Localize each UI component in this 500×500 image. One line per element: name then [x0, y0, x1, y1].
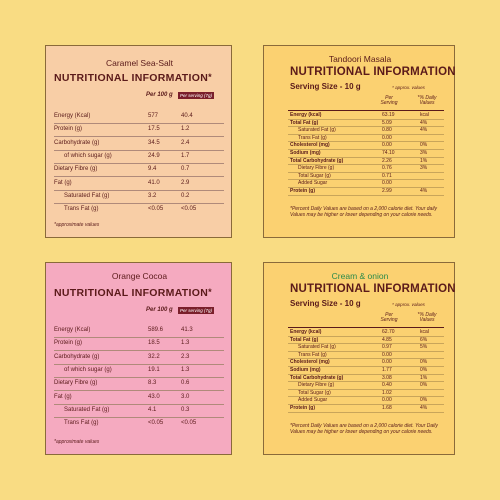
per-serving-value: 0.6	[181, 380, 190, 387]
caramel-sea-salt-panel	[45, 45, 232, 238]
per100-value: 34.5	[148, 139, 160, 146]
row-divider	[54, 150, 224, 151]
col-per-serving: Per serving (7g)	[180, 308, 213, 313]
per100-value: 24.9	[148, 152, 160, 159]
nutrient-label: Total Sugar (g)	[298, 389, 331, 396]
daily-value: 3%	[420, 165, 428, 172]
footnote: *Percent Daily Values are based on a 2,000 calorie diet. Your Daily Values may be higher or lower depending on your calorie needs.	[290, 423, 438, 435]
nutrient-label: Protein (g)	[290, 405, 315, 411]
approx-note: * approx. values	[392, 302, 425, 307]
nutrient-label: Protein (g)	[54, 126, 83, 133]
per-serving-value: 1.2	[181, 126, 190, 133]
row-divider	[288, 195, 444, 196]
col-per-serving: Per Serving	[380, 312, 398, 323]
per-serving-value: 1.68	[382, 405, 392, 411]
per-serving-value: <0.05	[181, 420, 197, 427]
row-divider	[54, 163, 224, 164]
per100-value: <0.05	[148, 420, 164, 427]
per-serving-value: 3.08	[382, 374, 392, 381]
per-serving-value: 1.3	[181, 340, 190, 347]
header-divider	[288, 110, 444, 111]
tandoori-masala-panel	[263, 45, 455, 238]
row-divider	[54, 404, 224, 405]
nutrient-label: Trans Fat (g)	[64, 206, 99, 213]
nutrient-label: Saturated Fat (g)	[64, 192, 110, 199]
daily-value: 4%	[420, 119, 428, 126]
col-per100: Per 100 g	[146, 307, 173, 313]
heading-star: *	[208, 287, 212, 297]
nutrient-label: Energy (Kcal)	[54, 327, 91, 333]
row-divider	[54, 203, 224, 204]
per-serving-value: 0.7	[181, 166, 190, 173]
row-divider	[54, 190, 224, 191]
per100-value: 32.2	[148, 353, 160, 360]
flavour-title: Caramel Sea-Salt	[105, 58, 174, 68]
nutrient-label: Fat (g)	[54, 179, 72, 186]
panel-heading	[54, 287, 212, 299]
nutrient-label: Total Carbohydrate (g)	[290, 157, 344, 164]
nutrient-label: Sodium (mg)	[290, 367, 321, 373]
nutrient-label: Protein (g)	[54, 340, 83, 347]
nutrient-label: Cholesterol (mg)	[290, 359, 330, 366]
footnote: *Percent Daily Values are based on a 2,000 calorie diet. Your daily Values may be higher or lower depending on your calorie needs.	[290, 206, 438, 218]
panel-heading: NUTRITIONAL INFORMATION	[290, 66, 456, 78]
nutrient-label: Energy (kcal)	[290, 329, 322, 335]
row-divider	[288, 412, 444, 413]
nutrient-label: of which sugar (g)	[64, 152, 112, 159]
daily-value: 1%	[420, 374, 428, 381]
per-serving-value: 2.9	[181, 179, 190, 186]
col-daily-values: *% Daily Values	[417, 312, 437, 323]
per-serving-value: 41.3	[181, 327, 193, 333]
per100-value: 577	[148, 113, 159, 119]
daily-value: 4%	[420, 127, 428, 134]
nutrient-label: Carbohydrate (g)	[54, 139, 100, 146]
col-per100: Per 100 g	[146, 92, 173, 98]
nutrient-label: Trans Fat (g)	[298, 134, 327, 141]
per-serving-value: 0.00	[382, 397, 392, 404]
footnote: *approximate values	[54, 222, 100, 228]
orange-cocoa-panel	[45, 262, 232, 455]
daily-value: kcal	[420, 329, 429, 335]
approx-note: * approx. values	[392, 85, 425, 90]
nutrient-label: Dietary Fibre (g)	[298, 165, 335, 172]
row-divider	[54, 136, 224, 137]
row-divider	[54, 337, 224, 338]
per100-value: <0.05	[148, 206, 164, 213]
flavour-title: Orange Cocoa	[111, 271, 168, 281]
nutrient-label: Sodium (mg)	[290, 150, 321, 156]
per100-value: 589.6	[148, 327, 164, 333]
daily-value: kcal	[420, 112, 429, 118]
nutrient-label: Trans Fat (g)	[64, 420, 99, 427]
nutrient-label: Added Sugar	[298, 397, 328, 404]
per-serving-value: 62.70	[382, 329, 395, 335]
per-serving-value: 0.3	[181, 406, 190, 413]
flavour-title: Cream & onion	[331, 271, 389, 281]
nutrient-label: of which sugar (g)	[64, 366, 112, 373]
per100-value: 8.3	[148, 380, 157, 387]
per-serving-value: 0.00	[382, 142, 392, 149]
daily-value: 0%	[420, 397, 428, 404]
nutrient-label: Protein (g)	[290, 188, 315, 194]
daily-value: 0%	[420, 142, 428, 149]
per-serving-value: 4.85	[382, 336, 392, 343]
per100-value: 17.5	[148, 126, 160, 133]
per-serving-value: 1.7	[181, 152, 190, 159]
nutrient-label: Total Fat (g)	[290, 119, 319, 126]
daily-value: 3%	[420, 150, 428, 156]
serving-size: Serving Size - 10 g	[290, 82, 361, 91]
heading-text: NUTRITIONAL INFORMATION	[54, 287, 209, 299]
nutrient-label: Fat (g)	[54, 393, 72, 400]
per100-value: 19.1	[148, 366, 160, 373]
nutrient-label: Saturated Fat (g)	[298, 344, 336, 351]
serving-size: Serving Size - 10 g	[290, 299, 361, 308]
per-serving-value: 0.40	[382, 382, 392, 389]
nutrient-label: Dietary Fibre (g)	[54, 166, 98, 173]
daily-value: 1%	[420, 157, 428, 164]
col-daily-values: *% Daily Values	[417, 95, 437, 106]
per-serving-value: 0.97	[382, 344, 392, 351]
footnote: *approximate values	[54, 439, 100, 445]
per-serving-value: 0.80	[382, 127, 392, 134]
row-divider	[54, 123, 224, 124]
heading-text: NUTRITIONAL INFORMATION	[54, 72, 209, 84]
per100-value: 18.5	[148, 340, 160, 347]
per-serving-value: 2.3	[181, 353, 190, 360]
header-divider	[288, 327, 444, 328]
col-per-serving: Per Serving	[380, 95, 398, 106]
nutrient-label: Saturated Fat (g)	[64, 406, 110, 413]
daily-value: 4%	[420, 405, 428, 411]
heading-star: *	[208, 72, 212, 82]
per-serving-value: 0.00	[382, 134, 392, 141]
per100-value: 43.0	[148, 393, 160, 400]
nutrient-label: Total Fat (g)	[290, 336, 319, 343]
per-serving-value: 1.3	[181, 366, 190, 373]
nutrient-label: Total Sugar (g)	[298, 172, 331, 179]
daily-value: 6%	[420, 336, 428, 343]
per-serving-value: 1.02	[382, 389, 392, 396]
flavour-title: Tandoori Masala	[328, 54, 392, 64]
row-divider	[54, 390, 224, 391]
per-serving-value: 0.71	[382, 172, 392, 179]
row-divider	[54, 176, 224, 177]
nutrient-label: Total Carbohydrate (g)	[290, 374, 344, 381]
per100-value: 4.1	[148, 406, 157, 413]
per-serving-value: 74.10	[382, 150, 395, 156]
per-serving-value: 63.19	[382, 112, 395, 118]
per-serving-value: 1.77	[382, 367, 392, 373]
daily-value: 5%	[420, 344, 428, 351]
nutrient-label: Saturated Fat (g)	[298, 127, 336, 134]
row-divider	[54, 350, 224, 351]
nutrient-label: Dietary Fibre (g)	[54, 380, 98, 387]
per-serving-value: 2.4	[181, 139, 190, 146]
per100-value: 3.2	[148, 192, 157, 199]
panel-heading: NUTRITIONAL INFORMATION	[290, 283, 456, 295]
per-serving-value: 40.4	[181, 113, 193, 119]
per-serving-value: <0.05	[181, 206, 197, 213]
per-serving-value: 2.26	[382, 157, 392, 164]
daily-value: 0%	[420, 382, 428, 389]
daily-value: 0%	[420, 367, 428, 373]
row-divider	[54, 364, 224, 365]
per-serving-value: 0.00	[382, 180, 392, 187]
per-serving-value: 3.0	[181, 393, 190, 400]
per-serving-value: 2.99	[382, 188, 392, 194]
col-per-serving: Per serving (7g)	[180, 93, 213, 98]
panel-heading	[54, 72, 212, 84]
nutrient-label: Added Sugar	[298, 180, 328, 187]
row-divider	[54, 377, 224, 378]
nutrient-label: Trans Fat (g)	[298, 351, 327, 358]
per-serving-value: 0.00	[382, 351, 392, 358]
row-divider	[54, 417, 224, 418]
daily-value: 0%	[420, 359, 428, 366]
nutrient-label: Energy (Kcal)	[54, 113, 91, 119]
per-serving-value: 0.2	[181, 192, 190, 199]
cream-onion-panel	[263, 262, 455, 455]
per-serving-value: 0.00	[382, 359, 392, 366]
per100-value: 41.0	[148, 179, 160, 186]
nutrient-label: Cholesterol (mg)	[290, 142, 330, 149]
nutrient-label: Energy (kcal)	[290, 112, 322, 118]
nutrient-label: Carbohydrate (g)	[54, 353, 100, 360]
per100-value: 9.4	[148, 166, 157, 173]
nutrient-label: Dietary Fibre (g)	[298, 382, 335, 389]
daily-value: 4%	[420, 188, 428, 194]
per-serving-value: 5.09	[382, 119, 392, 126]
per-serving-value: 0.76	[382, 165, 392, 172]
